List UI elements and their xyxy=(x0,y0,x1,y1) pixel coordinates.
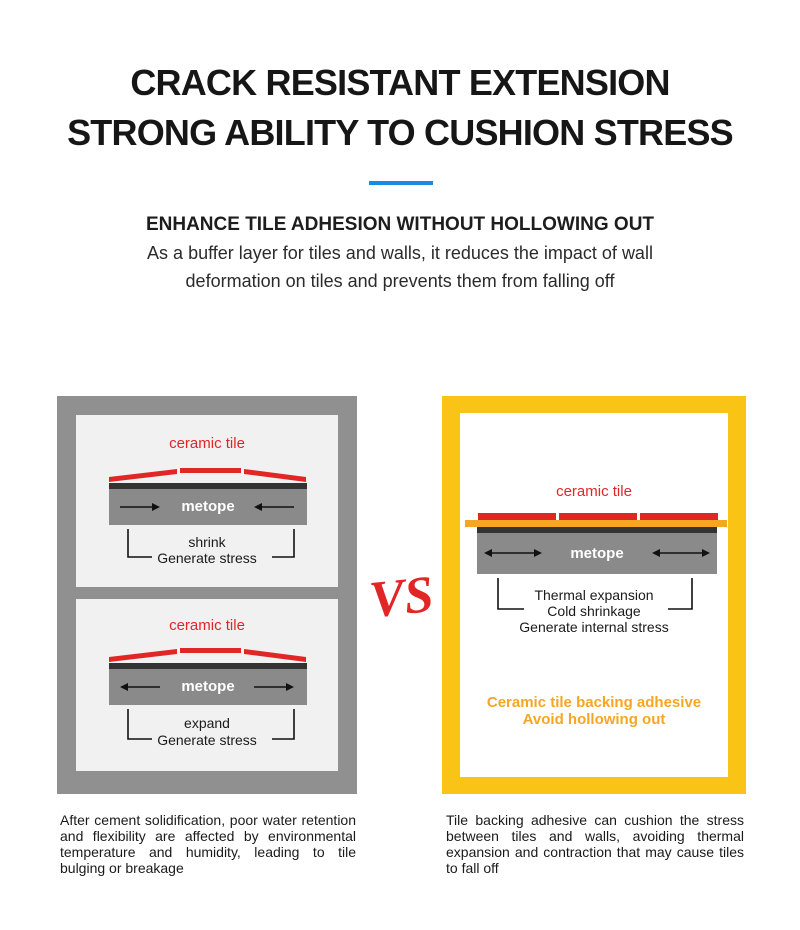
adhesive-label-1: Ceramic tile backing adhesive xyxy=(486,694,702,711)
tile-left xyxy=(109,469,177,482)
tile-middle xyxy=(180,468,241,473)
tile-left xyxy=(478,513,556,520)
wall-label: metope xyxy=(570,545,624,562)
mortar-layer xyxy=(109,483,307,489)
effect-label-2: Generate stress xyxy=(157,550,257,566)
right-comparison-panel xyxy=(442,396,746,794)
tile-right xyxy=(640,513,718,520)
effect-label-3: Generate internal stress xyxy=(519,619,669,635)
left-caption: After cement solidification, poor water retention and flexibility are affected by environmental temperature and humidity, leading to tile bulging or breakage xyxy=(60,812,356,876)
shrink-diagram xyxy=(76,415,338,587)
vs-mark xyxy=(362,562,442,632)
tile-label: ceramic tile xyxy=(169,617,245,634)
left-comparison-panel xyxy=(57,396,357,794)
right-caption: Tile backing adhesive can cushion the stress between tiles and walls, avoiding thermal expansion and contraction that may cause tiles to fall off xyxy=(446,812,744,876)
wall-label: metope xyxy=(181,498,235,515)
tile-label: ceramic tile xyxy=(169,435,245,452)
effect-label-1: Thermal expansion xyxy=(534,587,654,603)
effect-label-1: shrink xyxy=(188,534,226,550)
adhesive-layer xyxy=(465,520,727,527)
adhesive-diagram xyxy=(460,413,728,777)
mortar-layer xyxy=(477,527,717,533)
vs-text: VS xyxy=(366,565,437,630)
adhesive-label-2: Avoid hollowing out xyxy=(522,711,666,728)
tile-middle xyxy=(180,648,241,653)
title-divider xyxy=(369,181,433,185)
tile-label: ceramic tile xyxy=(556,483,632,500)
mortar-layer xyxy=(109,663,307,669)
effect-label-1: expand xyxy=(184,715,230,731)
expand-diagram xyxy=(76,599,338,771)
effect-label-2: Generate stress xyxy=(157,732,257,748)
tile-middle xyxy=(559,513,637,520)
tile-right xyxy=(244,469,306,482)
wall-label: metope xyxy=(181,678,235,695)
title-line-1: CRACK RESISTANT EXTENSION xyxy=(130,62,670,103)
effect-label-2: Cold shrinkage xyxy=(547,603,641,619)
tile-right xyxy=(244,649,306,662)
description-line-1: As a buffer layer for tiles and walls, it reduces the impact of wall xyxy=(147,243,653,263)
tile-left xyxy=(109,649,177,662)
description-line-2: deformation on tiles and prevents them from falling off xyxy=(185,271,615,291)
title-line-2: STRONG ABILITY TO CUSHION STRESS xyxy=(67,112,733,153)
subtitle: ENHANCE TILE ADHESION WITHOUT HOLLOWING OUT xyxy=(145,214,655,235)
